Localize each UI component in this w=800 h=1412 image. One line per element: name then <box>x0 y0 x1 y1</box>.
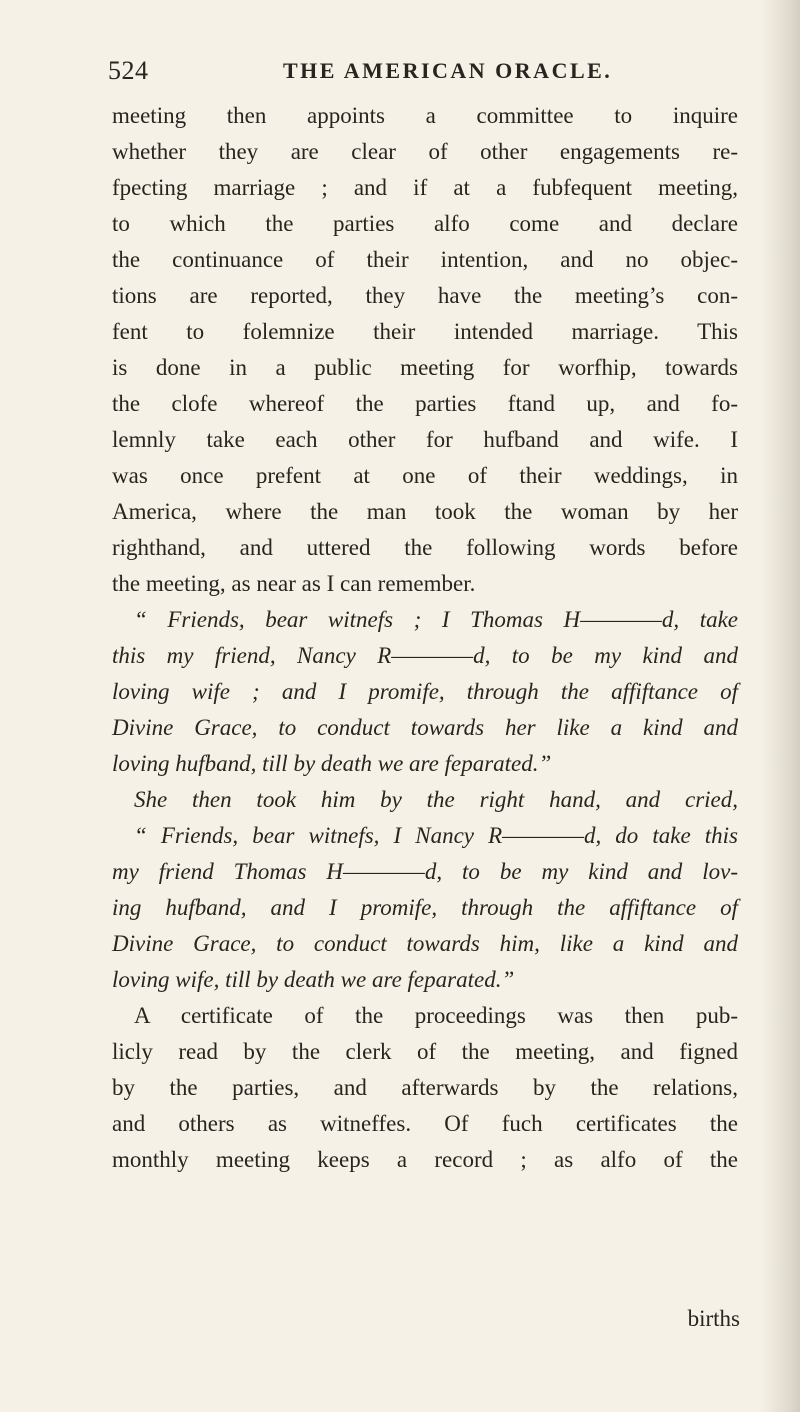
text-line: monthly meeting keeps a record ; as alfo of the <box>112 1147 738 1172</box>
catchword: births <box>687 1306 740 1331</box>
text-line: A certificate of the proceedings was then pub- <box>134 1003 738 1028</box>
running-head: THE AMERICAN ORACLE. <box>283 58 613 83</box>
text-line: was once prefent at one of their weddings, in <box>112 463 738 488</box>
page-header <box>108 52 748 92</box>
vow-line: this my friend, Nancy R————d, to be my kind and <box>112 643 738 668</box>
text-line: the continuance of their intention, and no objec- <box>112 247 738 272</box>
text-line: fent to folemnize their intended marriage. This <box>112 319 738 344</box>
text-line: lemnly take each other for hufband and wife. I <box>112 427 738 452</box>
vow-line: loving hufband, till by death we are feparated.” <box>112 751 552 776</box>
text-line: the clofe whereof the parties ftand up, and fo- <box>112 391 738 416</box>
vow-line: ing hufband, and I promife, through the affiftance of <box>112 895 738 920</box>
text-line: the meeting, as near as I can remember. <box>112 571 476 596</box>
vow-line: loving wife, till by death we are feparated.” <box>112 967 515 992</box>
text-line: whether they are clear of other engagements re- <box>112 139 738 164</box>
body-text <box>112 98 738 1178</box>
vow-line: She then took him by the right hand, and cried, <box>134 787 738 812</box>
text-line: and others as witneffes. Of fuch certificates the <box>112 1111 738 1136</box>
vow-line: “ Friends, bear witnefs ; I Thomas H————d, take <box>134 607 738 632</box>
vow-line: Divine Grace, to conduct towards her like a kind and <box>112 715 738 740</box>
text-line: by the parties, and afterwards by the relations, <box>112 1075 738 1100</box>
vow-line: loving wife ; and I promife, through the affiftance of <box>112 679 738 704</box>
text-line: tions are reported, they have the meeting’s con- <box>112 283 738 308</box>
vow-line: “ Friends, bear witnefs, I Nancy R————d, do take this <box>134 823 738 848</box>
page-number: 524 <box>108 56 149 85</box>
text-line: meeting then appoints a committee to inquire <box>112 103 738 128</box>
text-line: fpecting marriage ; and if at a fubfequent meeting, <box>112 175 738 200</box>
text-line: to which the parties alfo come and declare <box>112 211 738 236</box>
vow-line: my friend Thomas H————d, to be my kind and lov- <box>112 859 738 884</box>
vow-line: Divine Grace, to conduct towards him, like a kind and <box>112 931 738 956</box>
text-line: is done in a public meeting for worfhip, towards <box>112 355 738 380</box>
text-line: licly read by the clerk of the meeting, and figned <box>112 1039 738 1064</box>
text-line: righthand, and uttered the following words before <box>112 535 738 560</box>
text-line: America, where the man took the woman by her <box>112 499 738 524</box>
